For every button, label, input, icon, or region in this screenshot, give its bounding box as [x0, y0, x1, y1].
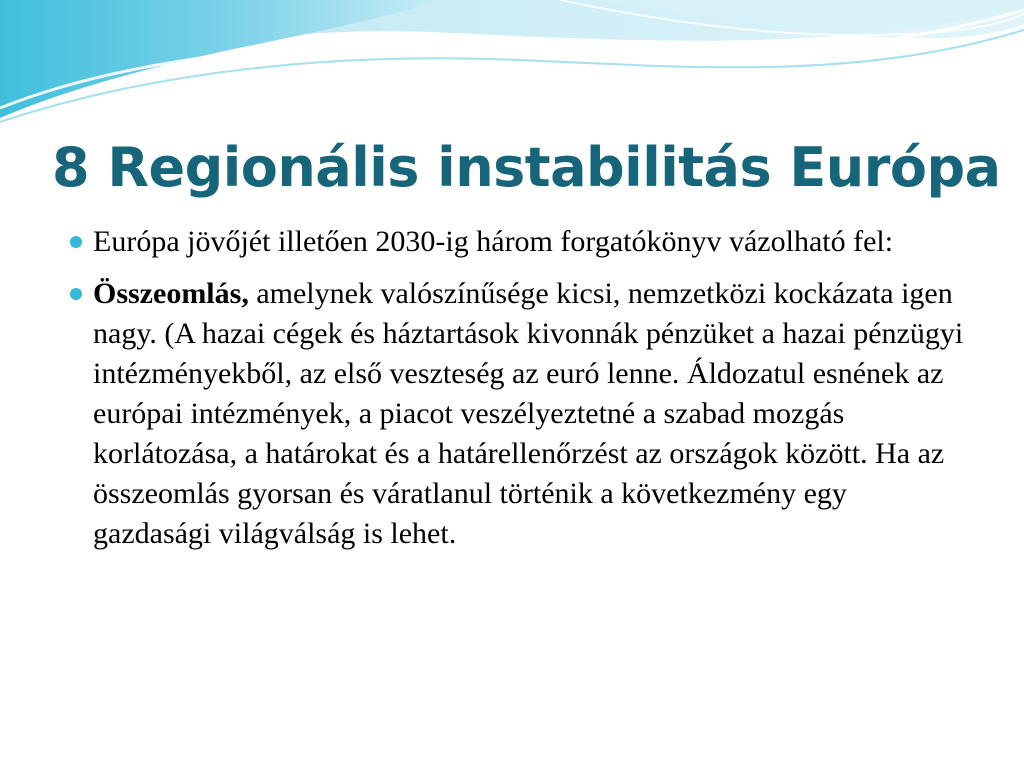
bullet-item-collapse	[68, 274, 968, 554]
bullet-text	[93, 277, 963, 550]
decorative-wave-header	[0, 0, 1024, 130]
bullet-bold-lead: Összeomlás,	[93, 277, 249, 310]
bullet-item-scenarios	[68, 222, 968, 262]
bullet-text	[93, 225, 893, 258]
bullet-list	[68, 222, 968, 554]
slide-title: 8 Regionális instabilitás Európa	[52, 136, 1001, 199]
bullet-body: Európa jövőjét illetően 2030-ig három forgatókönyv vázolható fel:	[93, 225, 894, 258]
bullet-dot-icon	[70, 236, 82, 248]
bullet-body: amelynek valószínűsége kicsi, nemzetközi kockázata igen nagy. (A hazai cégek és háztartások kivonnák pénzüket a hazai pénzügyi intézményekből, az első veszteség az euró lenne. Áldozatul esnének az európai intézmények, a piacot veszélyeztetné a szabad mozgás korlátozása, a határokat és a határellenőrzést az országok között. Ha az összeomlás gyorsan és váratlanul történik a következmény egy gazdasági világválság is lehet.	[93, 277, 964, 550]
bullet-dot-icon	[70, 288, 82, 300]
